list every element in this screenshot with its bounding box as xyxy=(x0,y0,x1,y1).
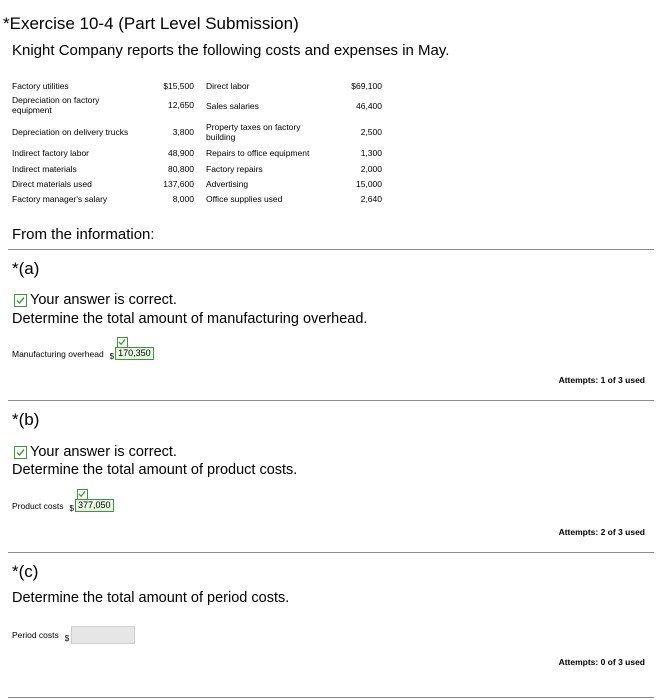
status-text: Your answer is correct. xyxy=(30,444,177,460)
part-b-answer-row xyxy=(12,499,114,512)
cost-amount: $69,100 xyxy=(351,81,382,91)
cost-label: Depreciation on delivery trucks xyxy=(12,127,129,137)
cost-amount: 137,600 xyxy=(163,179,194,189)
cost-amount: 2,000 xyxy=(360,164,382,174)
input-value: 377,050 xyxy=(77,500,111,510)
cost-label: Factory manager's salary xyxy=(12,194,108,204)
problem-intro: Knight Company reports the following costs and expenses in May. xyxy=(12,42,450,59)
cost-amount: 46,400 xyxy=(356,101,382,111)
period-costs-input[interactable] xyxy=(71,626,135,644)
cost-label: Direct labor xyxy=(206,81,250,91)
cost-amount: $15,500 xyxy=(163,81,194,91)
cost-label: Property taxes on factory building xyxy=(206,122,301,142)
currency-symbol: $ xyxy=(64,633,70,643)
cost-label: Sales salaries xyxy=(206,101,259,111)
part-a-status xyxy=(14,292,177,308)
cost-label: Indirect materials xyxy=(12,164,77,174)
cost-label: Advertising xyxy=(206,179,249,189)
part-b-status xyxy=(14,444,177,460)
cost-label: Factory utilities xyxy=(12,81,69,91)
cost-amount: 15,000 xyxy=(356,179,382,189)
part-b-attempts: Attempts: 2 of 3 used xyxy=(558,527,645,537)
cost-amount: 48,900 xyxy=(168,148,194,158)
part-b-question: Determine the total amount of product costs. xyxy=(12,462,298,478)
cost-amount: 1,300 xyxy=(360,148,382,158)
check-icon xyxy=(14,294,27,307)
part-a-label: *(a) xyxy=(12,259,40,278)
divider xyxy=(8,697,654,698)
cost-label: Office supplies used xyxy=(206,194,283,204)
product-costs-input[interactable] xyxy=(75,499,114,512)
cost-amount: 80,800 xyxy=(168,164,194,174)
cost-amount: 8,000 xyxy=(172,194,194,204)
cost-amount: 12,650 xyxy=(168,100,194,110)
cost-label: Depreciation on factory equipment xyxy=(12,95,100,115)
divider xyxy=(8,249,654,250)
part-c-attempts: Attempts: 0 of 3 used xyxy=(558,657,645,667)
manufacturing-overhead-input[interactable] xyxy=(115,347,154,360)
input-value: 170,350 xyxy=(118,348,151,358)
part-a-answer-row xyxy=(12,347,154,360)
check-icon xyxy=(77,489,88,500)
field-label: Period costs xyxy=(12,630,59,640)
part-c-label: *(c) xyxy=(12,562,39,581)
from-info-text: From the information: xyxy=(12,226,155,243)
status-text: Your answer is correct. xyxy=(30,292,177,308)
field-label: Product costs xyxy=(12,500,64,511)
cost-label: Direct materials used xyxy=(12,179,92,189)
part-a-question: Determine the total amount of manufacturing overhead. xyxy=(12,311,368,327)
part-b-label: *(b) xyxy=(12,410,40,429)
currency-symbol: $ xyxy=(109,352,115,361)
cost-label: Factory repairs xyxy=(206,164,263,174)
cost-label: Repairs to office equipment xyxy=(206,148,310,158)
currency-symbol: $ xyxy=(69,504,74,513)
page-title: *Exercise 10-4 (Part Level Submission) xyxy=(3,14,299,33)
cost-label: Indirect factory labor xyxy=(12,148,90,158)
check-icon xyxy=(14,446,27,459)
field-label: Manufacturing overhead xyxy=(12,348,104,359)
part-c-question: Determine the total amount of period costs. xyxy=(12,590,290,606)
divider xyxy=(8,400,654,401)
cost-amount: 3,800 xyxy=(172,127,194,137)
cost-amount: 2,500 xyxy=(360,127,382,137)
divider xyxy=(8,552,654,553)
cost-amount: 2,640 xyxy=(360,194,382,204)
part-c-answer-row xyxy=(12,626,135,644)
part-a-attempts: Attempts: 1 of 3 used xyxy=(558,375,645,385)
check-icon xyxy=(117,337,128,348)
